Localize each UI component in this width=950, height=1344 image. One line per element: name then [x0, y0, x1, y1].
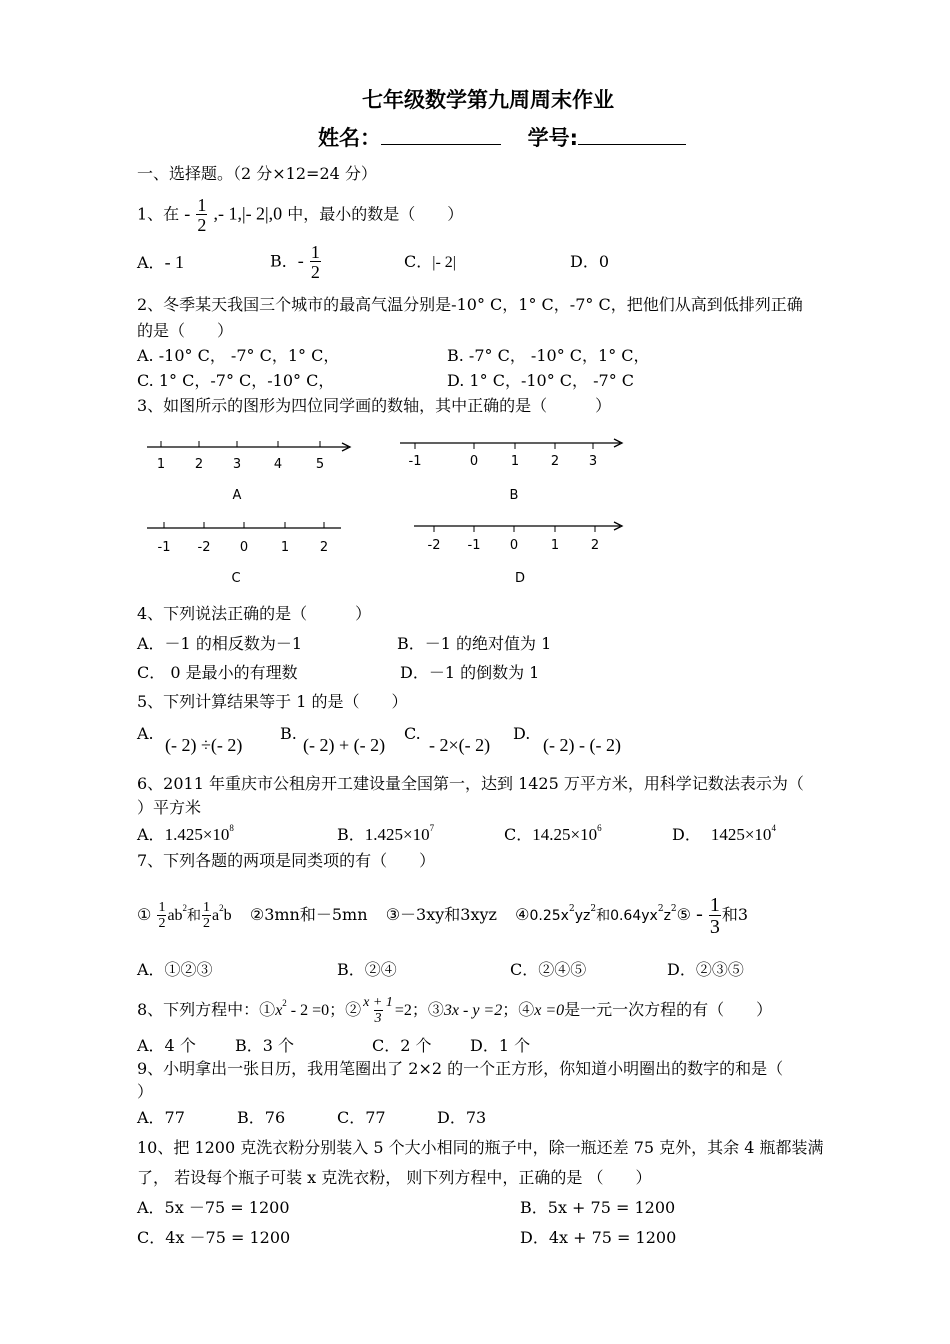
- q2-line2: 的是（ ）: [137, 321, 234, 340]
- q2-line1: 2、冬季某天我国三个城市的最高气温分别是-10° C，1° C，-7° C，把他们从高到低排列正确: [137, 295, 803, 314]
- q7-option-d[interactable]: D．②③⑤: [667, 960, 744, 979]
- q7-exp: 2: [590, 904, 597, 914]
- q7-frac3-num: 1: [709, 893, 720, 916]
- q8-eq1-rest: - 2 =0: [286, 1002, 330, 1019]
- q2-option-a[interactable]: A. -10° C， -7° C，1° C，: [137, 346, 340, 365]
- q7-option-c[interactable]: C．②④⑤: [510, 960, 587, 979]
- q6-option-d[interactable]: [672, 823, 776, 844]
- axis-a-tick: 2: [194, 457, 204, 472]
- q6-option-a[interactable]: [137, 823, 234, 844]
- axis-c-label[interactable]: C: [231, 571, 241, 586]
- q1-option-c[interactable]: C．: [404, 252, 433, 271]
- q9-line2: ）: [137, 1082, 154, 1101]
- q8-pre: 8、下列方程中：①: [137, 1000, 276, 1019]
- axis-d-tick: 0: [509, 538, 519, 553]
- q7-stem: 7、下列各题的两项是同类项的有（ ）: [137, 851, 436, 870]
- q7-minus: -: [696, 903, 703, 925]
- q7-exp: 2: [568, 904, 575, 914]
- q9-option-c[interactable]: C．77: [337, 1108, 386, 1127]
- q6-a-letter: A．: [137, 825, 165, 844]
- q1-tail: 中，最小的数是（ ）: [287, 204, 464, 224]
- q6-a-base: 1.425×10: [164, 825, 230, 844]
- q10-option-a[interactable]: A．5x －75 = 1200: [137, 1198, 290, 1217]
- axis-d-tick: 1: [550, 538, 560, 553]
- axis-d-tick: 2: [590, 538, 600, 553]
- axis-c-tick: 1: [280, 540, 290, 555]
- q7-frac1-num: 1: [158, 899, 166, 915]
- axis-b-tick: 1: [510, 454, 520, 469]
- q8-stem: [137, 992, 772, 1029]
- q6-d-exp: 4: [771, 823, 776, 833]
- q7-exp: 2: [657, 904, 664, 914]
- q8-option-c[interactable]: C．2 个: [372, 1036, 432, 1055]
- q7-and2: 和: [596, 908, 611, 924]
- number-lines: [0, 0, 950, 600]
- number-line-a: [147, 441, 350, 503]
- q1-c-value: |- 2|: [432, 254, 456, 271]
- q1-b-frac-num: 1: [310, 242, 320, 262]
- q7-frac3-den: 3: [709, 915, 720, 938]
- q8-sep2: ；②: [329, 1000, 362, 1019]
- q10-line2: 了， 若设每个瓶子可装 x 克洗衣粉， 则下列方程中，正确的是 （ ）: [137, 1168, 652, 1187]
- q7-option-a[interactable]: A．①②③: [137, 960, 213, 979]
- q8-eq2-frac: [362, 996, 394, 1026]
- q8-eq1-exp: 2: [282, 998, 287, 1008]
- q7-a2b-b: b: [223, 907, 232, 924]
- q7-item3: ③－3xy和3xyz: [385, 905, 497, 924]
- axis-a-label[interactable]: A: [232, 488, 242, 503]
- q6-line2: ）平方米: [137, 798, 202, 817]
- q8-eq2-rest: =2: [394, 1002, 412, 1019]
- q4-option-c[interactable]: C． 0 是最小的有理数: [137, 663, 298, 682]
- q8-eq2-den: 3: [374, 1010, 382, 1026]
- q7-item1-num: ①: [137, 905, 152, 924]
- q1-frac-den: 2: [197, 215, 207, 235]
- id-label: 学号:: [527, 126, 579, 150]
- q7-a2b-a: a: [212, 907, 220, 924]
- q6-a-exp: 8: [229, 823, 234, 833]
- number-line-b: [400, 439, 622, 503]
- q1-option-b[interactable]: B．: [270, 251, 298, 271]
- q6-d-base: 1425×10: [710, 825, 772, 844]
- q10-option-d[interactable]: D．4x + 75 = 1200: [520, 1228, 677, 1247]
- section-heading: 一、选择题。（2 分×12=24 分）: [137, 164, 377, 183]
- q7-exp: 2: [182, 903, 188, 913]
- name-label: 姓名：: [318, 126, 381, 150]
- q5-option-b[interactable]: B.: [280, 724, 297, 743]
- q10-line1: 10、把 1200 克洗衣粉分别装入 5 个大小相同的瓶子中，除一瓶还差 75 克外，其余 4 瓶都装满: [137, 1138, 824, 1157]
- q1-frac-num: 1: [197, 195, 207, 215]
- q2-option-c[interactable]: C. 1° C，-7° C，-10° C，: [137, 371, 335, 390]
- q5-d-expr: (- 2) - (- 2): [543, 735, 621, 755]
- q5-c-expr: - 2×(- 2): [429, 735, 491, 755]
- q8-sep4: ；④: [502, 1000, 535, 1019]
- q7-exp: 2: [219, 903, 224, 913]
- axis-a-tick: 4: [273, 457, 283, 472]
- q5-option-a[interactable]: A.: [137, 724, 154, 743]
- q4-stem: 4、下列说法正确的是（ ）: [137, 604, 372, 623]
- q9-line1: 9、小明拿出一张日历，我用笔圈出了 2×2 的一个正方形，你知道小明圈出的数字的和是（: [137, 1059, 784, 1078]
- q6-line1: 6、2011 年重庆市公租房开工建设量全国第一，达到 1425 万平方米，用科学记数法表示为（: [137, 774, 804, 793]
- page-title: 七年级数学第九周周末作业: [362, 88, 614, 112]
- q7-item2: ②3mn和－5mn: [249, 905, 368, 924]
- q2-option-d[interactable]: D. 1° C，-10° C， -7° C: [447, 371, 635, 390]
- q10-option-b[interactable]: B．5x + 75 = 1200: [520, 1198, 676, 1217]
- q7-frac1: [157, 901, 166, 931]
- q7-and3: 和3: [721, 905, 749, 924]
- q1-a-value: - 1: [164, 252, 185, 272]
- q6-d-letter: D．: [672, 825, 701, 844]
- q7-frac3: [709, 895, 721, 937]
- q1-list: ,- 1,|- 2|,0: [213, 203, 283, 224]
- q7-item5-num: ⑤: [676, 905, 691, 924]
- q7-and: 和: [187, 908, 202, 924]
- q1-b-sign: -: [297, 250, 304, 271]
- q8-sep3: ；③: [411, 1000, 444, 1019]
- q1-minus: -: [184, 203, 191, 224]
- q6-b-letter: B．: [337, 825, 365, 844]
- q3-stem: 3、如图所示的图形为四位同学画的数轴，其中正确的是（ ）: [137, 396, 612, 415]
- q1-option-a[interactable]: A．: [137, 253, 165, 272]
- q7-z: z: [663, 908, 671, 924]
- q7-item4-num: ④: [515, 905, 530, 924]
- q8-eq4: x =0: [534, 1002, 565, 1019]
- axis-b-tick: 0: [469, 454, 479, 469]
- q6-c-letter: C．: [504, 825, 533, 844]
- q6-c-base: 14.25×10: [532, 825, 598, 844]
- axis-b-tick: 3: [588, 454, 598, 469]
- q6-b-exp: 7: [429, 823, 435, 833]
- q6-option-b[interactable]: [337, 823, 435, 844]
- q5-a-expr: (- 2) ÷(- 2): [165, 735, 243, 755]
- q2-option-b[interactable]: B. -7° C， -10° C，1° C，: [447, 346, 650, 365]
- axis-a-tick: 1: [156, 457, 166, 472]
- number-line-c: [147, 522, 341, 586]
- q7-frac2-num: 1: [203, 899, 211, 915]
- q5-option-d[interactable]: D.: [513, 724, 531, 743]
- q7-items: [137, 892, 748, 938]
- axis-a-tick: 3: [232, 457, 242, 472]
- axis-b-tick: 2: [550, 454, 560, 469]
- q9-option-a[interactable]: A．77: [137, 1108, 185, 1127]
- axis-b-tick: -1: [408, 454, 422, 469]
- q9-option-b[interactable]: B．76: [237, 1108, 286, 1127]
- number-line-d: [414, 522, 622, 586]
- q1-pre: 1、在: [137, 204, 180, 224]
- q4-option-a[interactable]: A．－1 的相反数为－1: [137, 634, 303, 653]
- axis-c-tick: -2: [197, 540, 211, 555]
- q7-frac2: [202, 901, 211, 931]
- axis-d-label[interactable]: D: [514, 571, 526, 586]
- q9-option-d[interactable]: D．73: [437, 1108, 487, 1127]
- axis-c-tick: 0: [239, 540, 249, 555]
- q8-option-b[interactable]: B．3 个: [235, 1036, 295, 1055]
- q4-option-d[interactable]: D．－1 的倒数为 1: [400, 663, 540, 682]
- q6-option-c[interactable]: [504, 823, 602, 844]
- q5-option-c[interactable]: C.: [404, 724, 421, 743]
- q6-b-base: 1.425×10: [364, 825, 430, 844]
- axis-c-tick: -1: [157, 540, 171, 555]
- axis-d-tick: -1: [467, 538, 481, 553]
- q5-stem: 5、下列计算结果等于 1 的是（ ）: [137, 692, 408, 711]
- q8-option-d[interactable]: D．1 个: [470, 1036, 531, 1055]
- q7-yz: yz: [574, 908, 591, 924]
- q7-ab2: ab: [167, 907, 183, 924]
- axis-d-tick: -2: [427, 538, 441, 553]
- q8-option-a[interactable]: A．4 个: [137, 1036, 196, 1055]
- q7-option-b[interactable]: B．②④: [337, 960, 397, 979]
- q7-exp: 2: [670, 904, 677, 914]
- axis-c-tick: 2: [319, 540, 329, 555]
- q10-option-c[interactable]: C．4x －75 = 1200: [137, 1228, 291, 1247]
- q1-option-d[interactable]: D．0: [570, 252, 610, 271]
- q7-frac1-den: 2: [158, 915, 166, 931]
- q4-option-b[interactable]: B．－1 的绝对值为 1: [397, 634, 552, 653]
- axis-b-label[interactable]: B: [509, 488, 519, 503]
- q6-c-exp: 6: [597, 823, 602, 833]
- q8-eq3: 3x - y =2: [443, 1002, 503, 1019]
- q7-frac2-den: 2: [203, 915, 211, 931]
- q7-t4b: 0.64yx: [610, 908, 658, 924]
- q8-eq1-x: x: [275, 1002, 283, 1019]
- q8-tail: 是一元一次方程的有（ ）: [564, 1000, 773, 1019]
- axis-a-tick: 5: [315, 457, 325, 472]
- q1-b-frac-den: 2: [310, 262, 320, 282]
- q5-b-expr: (- 2) + (- 2): [303, 735, 386, 755]
- q7-t4a: 0.25x: [529, 908, 569, 924]
- q8-eq2-num: x + 1: [363, 994, 393, 1010]
